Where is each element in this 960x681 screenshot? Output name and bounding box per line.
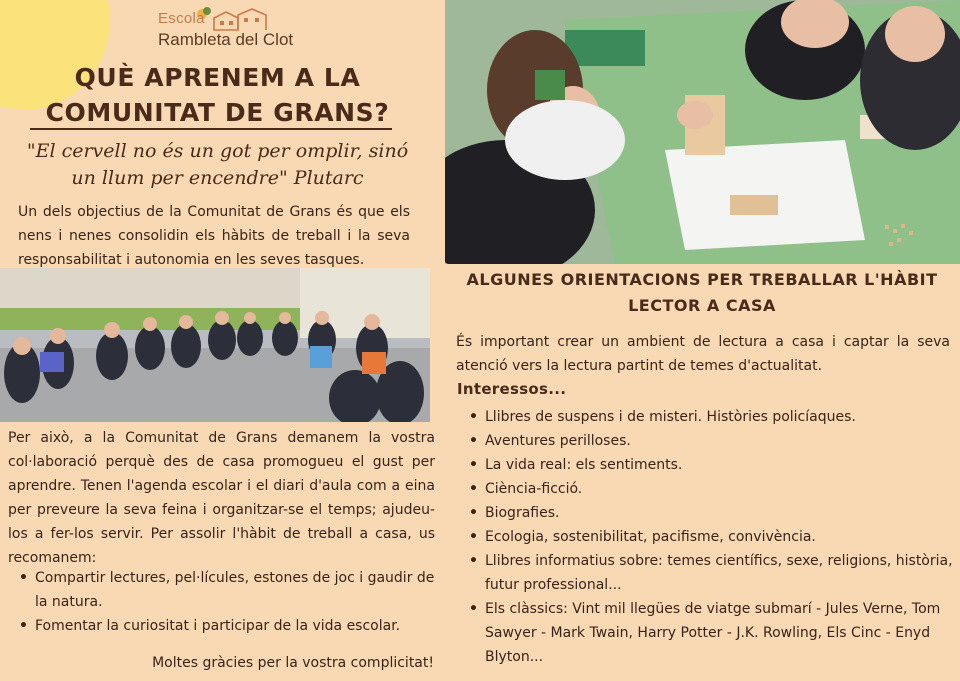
list-item: • Els clàssics: Vint mil llegües de viatge submarí - Jules Verne, Tom Sawyer - Mark Twain, Harry Potter - J.K. Rowling, Els Cinc - Enyd Blyton... <box>467 597 953 669</box>
reading-intro-paragraph: És important crear un ambient de lectura a casa i captar la seva atenció vers la lectura partint de temes d'actualitat. <box>456 334 950 374</box>
school-logo <box>158 6 294 58</box>
title-line-2: COMUNITAT DE GRANS? <box>45 98 390 127</box>
quote <box>20 138 415 192</box>
body-paragraph: Per això, a la Comunitat de Grans demanem la vostra col·laboració perquè des de casa promogueu el gust per aprendre. Tenen l'agenda escolar i el diari d'aula com a eina per preveure la seva feina i organitzar-se el temps; ajudeu-los a fer-los servir. Per assolir l'hàbit de treball a casa, us recomanem: <box>8 430 435 566</box>
page-title <box>20 60 415 130</box>
list-item: • Biografies. <box>467 501 953 525</box>
logo-line-1: Escola <box>158 10 205 27</box>
list-item: • Ciència-ficció. <box>467 477 953 501</box>
quote-line-1: "El cervell no és un got per omplir, sinó <box>26 140 409 162</box>
reading-heading-line-1: ALGUNES ORIENTACIONS PER TREBALLAR L'HÀBIT <box>466 270 938 289</box>
title-line-1: QUÈ APRENEM A LA <box>74 63 361 92</box>
interests-list <box>467 405 953 669</box>
list-item: • La vida real: els sentiments. <box>467 453 953 477</box>
title-underline <box>30 128 392 130</box>
list-item: • Llibres informatius sobre: temes científics, sexe, religions, història, futur professional... <box>467 549 953 597</box>
list-item: • Fomentar la curiositat i participar de la vida escolar. <box>17 614 435 638</box>
list-item: • Aventures perilloses. <box>467 429 953 453</box>
intro-paragraph: Un dels objectius de la Comunitat de Grans és que els nens i nenes consolidin els hàbits de treball i la seva responsabilitat i autonomia en les seves tasques. <box>18 204 410 268</box>
students-working-photo <box>445 0 960 264</box>
quote-line-2: un llum per encendre" Plutarc <box>71 167 364 189</box>
list-item: • Llibres de suspens i de misteri. Històries policíaques. <box>467 405 953 429</box>
recommendations-list <box>17 566 435 638</box>
reading-heading-line-2: LECTOR A CASA <box>628 296 776 315</box>
interests-subheading: Interessos... <box>457 380 567 398</box>
list-item: • Ecologia, sostenibilitat, pacifisme, convivència. <box>467 525 953 549</box>
school-building-icon <box>196 6 276 32</box>
thanks-text: Moltes gràcies per la vostra complicitat! <box>152 655 434 671</box>
reading-habit-heading <box>452 267 952 319</box>
list-item: • Compartir lectures, pel·lícules, estones de joc i gaudir de la natura. <box>17 566 435 614</box>
logo-line-2: Rambleta del Clot <box>158 30 294 49</box>
classroom-circle-photo <box>0 268 430 422</box>
